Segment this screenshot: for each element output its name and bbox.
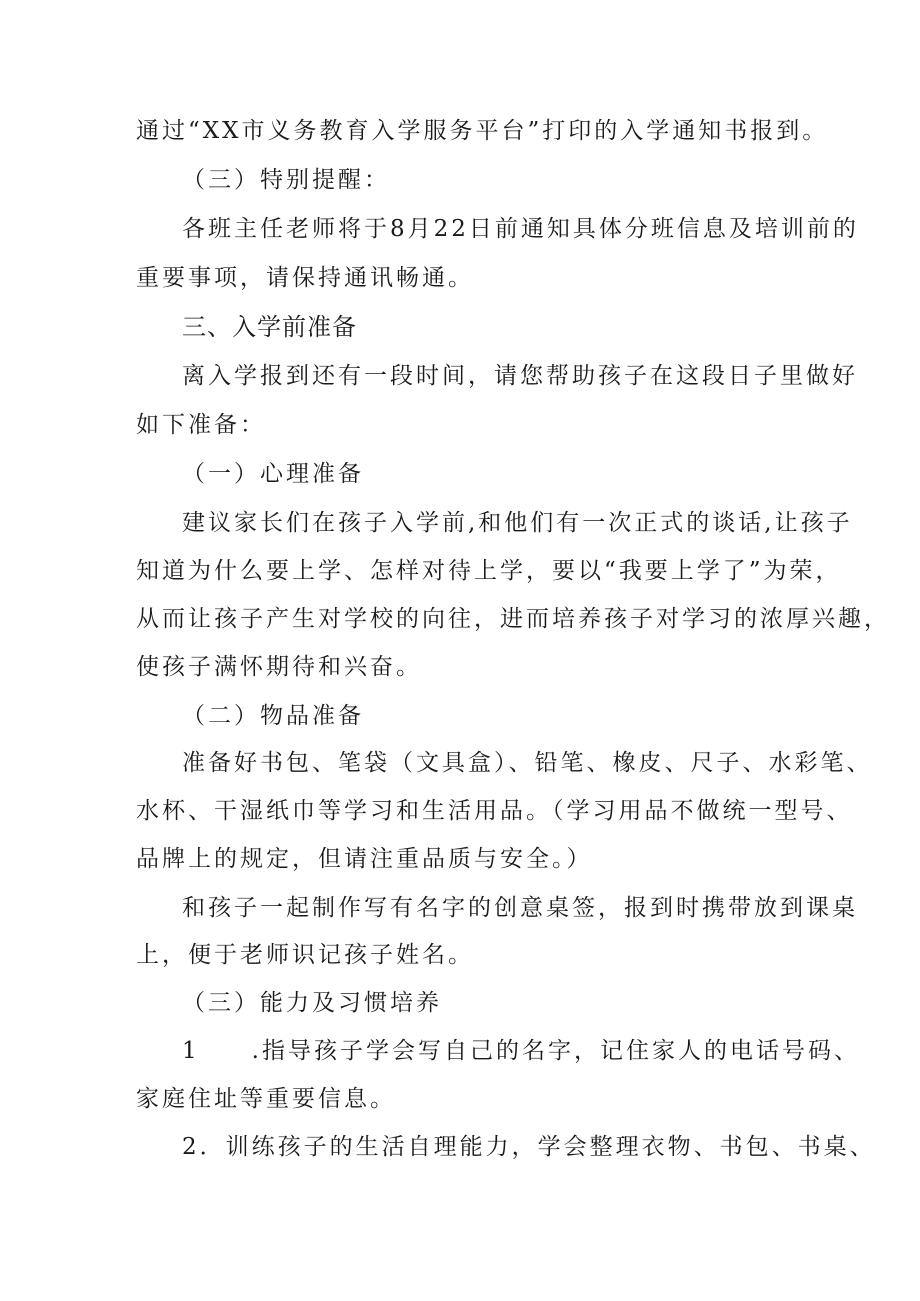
list-item-2: 2．训练孩子的生活自理能力，学会整理衣物、书包、书桌、 (182, 1134, 876, 1160)
list-item-1 (182, 1036, 860, 1066)
paragraph-line: 重要事项，请保持通讯畅通。 (136, 265, 474, 291)
paragraph-line: 准备好书包、笔袋（文具盒）、铅笔、橡皮、尺子、水彩笔、 (182, 750, 873, 776)
paragraph-line: 如下准备： (136, 412, 266, 438)
paragraph-line: 各班主任老师将于8月22日前通知具体分班信息及培训前的 (182, 216, 859, 242)
list-text: .指导孩子学会写自己的名字，记住家人的电话号码、 (251, 1038, 860, 1064)
subheading-supplies: （二）物品准备 (182, 703, 364, 729)
paragraph-line: 家庭住址等重要信息。 (136, 1086, 396, 1112)
paragraph-line: 通过“XX市义务教育入学服务平台”打印的入学通知书报到。 (136, 118, 829, 144)
section-heading-preparation: 三、入学前准备 (182, 313, 357, 341)
paragraph-line: 水杯、干湿纸巾等学习和生活用品。（学习用品不做统一型号、 (136, 798, 853, 824)
paragraph-line: 上，便于老师识记孩子姓名。 (136, 942, 474, 968)
paragraph-line: 从而让孩子产生对学校的向往，进而培养孩子对学习的浓厚兴趣， (136, 606, 890, 632)
paragraph-line: 品牌上的规定，但请注重品质与安全。） (136, 846, 593, 872)
paragraph-line: 使孩子满怀期待和兴奋。 (136, 654, 422, 680)
subheading-special-reminder: （三）特别提醒： (182, 167, 390, 193)
list-number: 1 (182, 1038, 200, 1064)
subheading-psychological: （一）心理准备 (182, 461, 364, 487)
paragraph-line: 建议家长们在孩子入学前,和他们有一次正式的谈话,让孩子 (182, 510, 853, 536)
paragraph-line: 离入学报到还有一段时间，请您帮助孩子在这段日子里做好 (182, 363, 858, 389)
paragraph-line: 和孩子一起制作写有名字的创意桌签，报到时携带放到课桌 (182, 895, 858, 921)
paragraph-line: 知道为什么要上学、怎样对待上学，要以“我要上学了”为荣， (136, 558, 842, 584)
subheading-habits: （三）能力及习惯培养 (182, 990, 442, 1016)
